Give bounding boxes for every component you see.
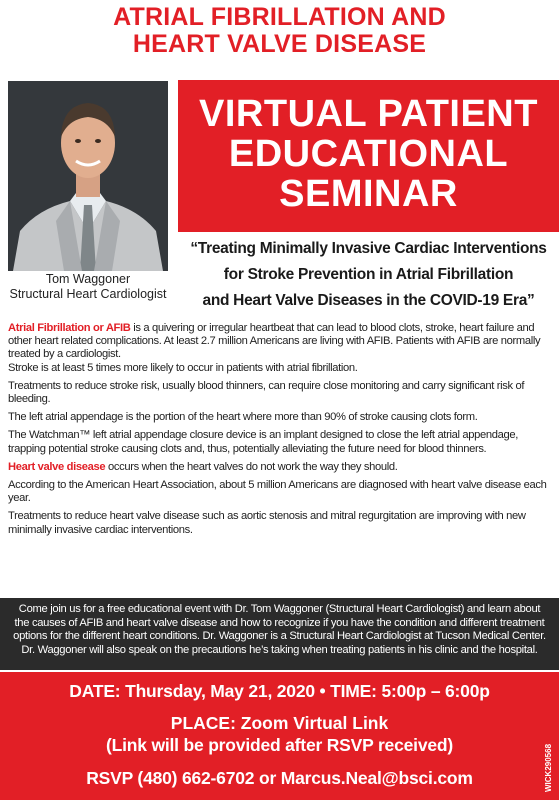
paragraph-appendage: The left atrial appendage is the portion of the heart where more than 90% of stroke causing clots form.: [8, 411, 478, 424]
event-details-band: [0, 672, 559, 800]
paragraph-watchman: The Watchman™ left atrial appendage closure device is an implant designed to close the left atrial appendage, trapping potential stroke causing clots and, thus, potentially alleviating the future need for blood thinners.: [8, 429, 518, 455]
event-link-note: (Link will be provided after RSVP received): [105, 735, 453, 755]
term-afib: Atrial Fibrillation or AFIB: [8, 322, 131, 334]
paragraph-aha: According to the American Heart Association, about 5 million Americans are diagnosed with heart valve disease each year.: [8, 479, 547, 505]
speaker-role: Structural Heart Cardiologist: [9, 287, 167, 301]
ad-code-text: WICK290568: [544, 743, 553, 792]
invite-line-1: Come join us for a free educational event with Dr. Tom Waggoner (Structural Heart Cardiologist) and learn about: [18, 603, 541, 615]
seminar-subtitle: [178, 236, 559, 314]
invite-line-2: the causes of AFIB and heart valve disease and how to recognize if you have the condition and different treatment: [14, 616, 545, 629]
speaker-name: Tom Waggoner: [45, 272, 131, 286]
speaker-portrait-image: [8, 81, 168, 271]
event-rsvp: RSVP (480) 662-6702 or Marcus.Neal@bsci.com: [86, 768, 473, 788]
paragraph-interventions: Treatments to reduce heart valve disease such as aortic stenosis and mitral regurgitation are improving with new minimally invasive cardiac interventions.: [8, 510, 526, 536]
event-place: PLACE: Zoom Virtual Link: [170, 713, 389, 733]
paragraph-afib-text: is a quivering or irregular heartbeat that can lead to blood clots, stroke, heart failure and other heart related complications. At least 2.7 million Americans are living with AFIB. Patients with AFIB are normally treated by a cardiologist.: [8, 322, 541, 361]
speaker-caption: [0, 272, 176, 302]
invitation-band: [0, 598, 559, 670]
subtitle-line-2: for Stroke Prevention in Atrial Fibrillation: [223, 266, 514, 283]
banner-line-3: SEMINAR: [279, 173, 458, 215]
subtitle-line-3: and Heart Valve Diseases in the COVID-19 Era”: [202, 292, 535, 309]
headline-line-2: HEART VALVE DISEASE: [132, 30, 427, 58]
headline: [0, 4, 559, 58]
paragraph-afib: [8, 322, 554, 362]
invite-line-4: Dr. Waggoner will also speak on the precautions he’s taking when treating patients in his clinic and the hospital.: [21, 643, 538, 656]
headline-line-1: ATRIAL FIBRILLATION AND: [113, 3, 446, 31]
banner-line-2: EDUCATIONAL: [228, 133, 509, 175]
term-heart-valve-disease: Heart valve disease: [8, 460, 106, 473]
banner-line-1: VIRTUAL PATIENT: [199, 93, 538, 135]
paragraph-treatments: Treatments to reduce stroke risk, usually blood thinners, can require close monitoring and carry significant risk of bleeding.: [8, 379, 525, 406]
speaker-photo: [8, 81, 168, 271]
event-datetime: DATE: Thursday, May 21, 2020 • TIME: 5:00p – 6:00p: [69, 681, 490, 701]
subtitle-line-1: “Treating Minimally Invasive Cardiac Interventions: [190, 240, 547, 257]
seminar-banner: [178, 80, 559, 232]
article-body: [8, 322, 554, 542]
ad-code: [543, 702, 553, 792]
invite-line-3: options for the different heart conditions. Dr. Waggoner is a Structural Heart Cardiologist at Tucson Medical Center.: [13, 630, 546, 643]
paragraph-valve-text: occurs when the heart valves do not work the way they should.: [105, 460, 398, 473]
paragraph-stroke-risk: Stroke is at least 5 times more likely to occur in patients with atrial fibrillation.: [8, 361, 358, 374]
paragraph-valve: [8, 461, 554, 474]
